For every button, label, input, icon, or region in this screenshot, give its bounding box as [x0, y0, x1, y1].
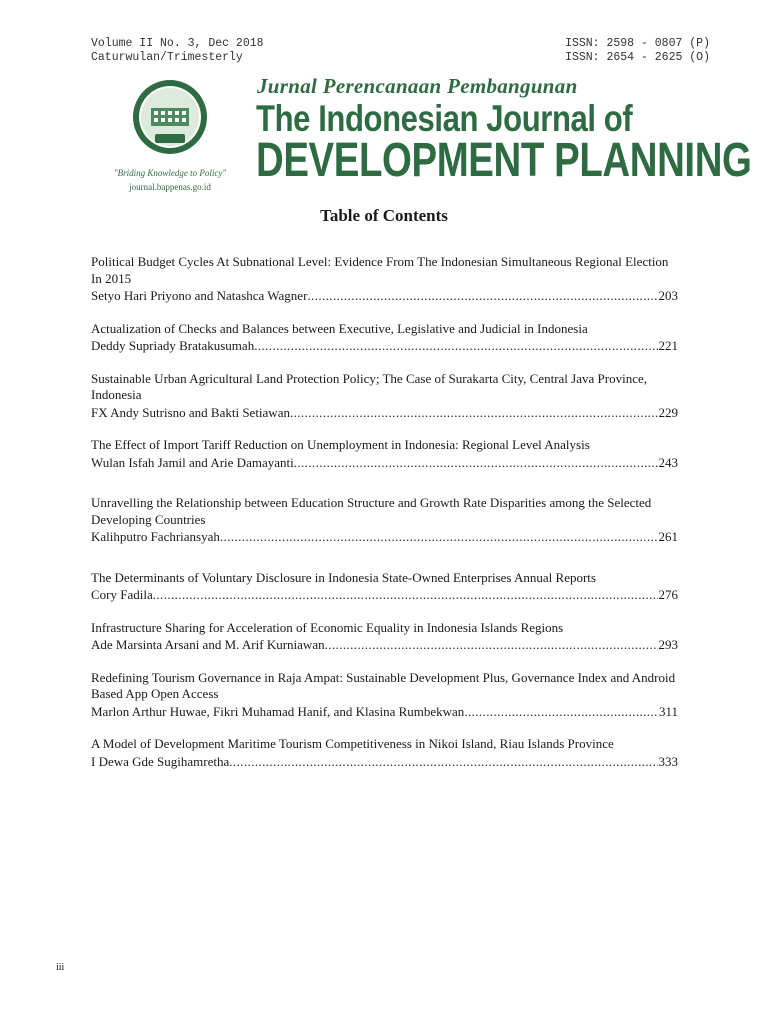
entry-authors: Setyo Hari Priyono and Natashca Wagner — [91, 288, 308, 303]
journal-name-line2: DEVELOPMENT PLANNING — [256, 134, 752, 187]
entry-authors: Marlon Arthur Huwae, Fikri Muhamad Hanif, and Klasina Rumbekwan — [91, 703, 465, 719]
entry-page: 311 — [658, 703, 678, 719]
entry-title[interactable]: Redefining Tourism Governance in Raja Ampat: Sustainable Development Plus, Governance Index and Android Based App Open Access — [91, 669, 676, 701]
dot-leader — [325, 637, 658, 654]
frequency-text: Caturwulan/Trimesterly — [91, 51, 243, 64]
journal-seal-icon — [131, 78, 209, 156]
issn-info — [565, 37, 710, 65]
entry-page: 203 — [658, 288, 678, 303]
toc-entry[interactable] — [91, 495, 678, 546]
entry-page: 293 — [658, 637, 678, 652]
journal-name-indonesian: Jurnal Perencanaan Pembangunan — [257, 74, 578, 98]
entry-title[interactable]: Sustainable Urban Agricultural Land Protection Policy; The Case of Surakarta City, Central Java Province, Indonesia — [91, 370, 647, 402]
entry-page: 221 — [658, 338, 678, 353]
dot-leader — [220, 529, 658, 546]
toc-entry[interactable] — [91, 254, 678, 305]
dot-leader — [153, 587, 658, 604]
entry-page: 276 — [658, 587, 678, 602]
toc-entry[interactable] — [91, 620, 678, 654]
entry-authors: I Dewa Gde Sugihamretha — [91, 753, 230, 769]
entry-page: 333 — [658, 753, 678, 769]
issn-print: ISSN: 2598 - 0807 (P) — [565, 37, 710, 50]
entry-authors: FX Andy Sutrisno and Bakti Setiawan — [91, 404, 290, 420]
page-number: iii — [56, 962, 65, 973]
toc-list — [91, 254, 678, 770]
entry-title[interactable]: Political Budget Cycles At Subnational Level: Evidence From The Indonesian Simultaneous Regional Election In 2015 — [91, 254, 669, 286]
toc-entry[interactable] — [91, 321, 678, 355]
entry-page: 229 — [658, 404, 678, 420]
toc-title: Table of Contents — [320, 206, 448, 225]
entry-authors: Cory Fadila — [91, 587, 153, 602]
entry-page: 243 — [658, 454, 678, 470]
entry-authors: Kalihputro Fachriansyah — [91, 529, 220, 544]
volume-text: Volume II No. 3, Dec 2018 — [91, 37, 264, 50]
journal-name-line1: The Indonesian Journal of — [256, 98, 633, 139]
dot-leader — [229, 754, 657, 771]
issn-online: ISSN: 2654 - 2625 (O) — [565, 51, 710, 64]
entry-authors: Deddy Supriady Bratakusumah — [91, 338, 255, 353]
entry-authors: Wulan Isfah Jamil and Arie Damayanti — [91, 454, 294, 470]
dot-leader — [294, 455, 658, 472]
journal-logo — [100, 78, 240, 196]
dot-leader — [307, 288, 657, 305]
entry-title[interactable]: Actualization of Checks and Balances between Executive, Legislative and Judicial in Indonesia — [91, 320, 588, 336]
toc-entry[interactable] — [91, 437, 678, 471]
entry-title[interactable]: Infrastructure Sharing for Acceleration of Economic Equality in Indonesia Islands Regions — [91, 619, 564, 635]
entry-page: 261 — [658, 529, 678, 544]
toc-entry[interactable] — [91, 670, 678, 721]
entry-title[interactable]: Unravelling the Relationship between Education Structure and Growth Rate Disparities among the Selected Developing Countries — [91, 495, 652, 527]
toc-entry[interactable] — [91, 371, 678, 422]
entry-title[interactable]: The Determinants of Voluntary Disclosure in Indonesia State-Owned Enterprises Annual Reports — [91, 569, 596, 585]
entry-authors: Ade Marsinta Arsani and M. Arif Kurniawan — [91, 637, 325, 652]
dot-leader — [464, 704, 658, 721]
entry-title[interactable]: A Model of Development Maritime Tourism Competitiveness in Nikoi Island, Riau Islands Province — [91, 736, 614, 751]
entry-title[interactable]: The Effect of Import Tariff Reduction on Unemployment in Indonesia: Regional Level Analysis — [91, 437, 590, 452]
dot-leader — [290, 405, 658, 422]
journal-motto: "Briding Knowledge to Policy" — [113, 168, 227, 178]
journal-issue-info — [91, 37, 264, 65]
journal-url[interactable]: journal.bappenas.go.id — [129, 182, 211, 192]
toc-entry[interactable] — [91, 570, 678, 604]
toc-entry[interactable] — [91, 736, 678, 770]
dot-leader — [254, 338, 657, 355]
